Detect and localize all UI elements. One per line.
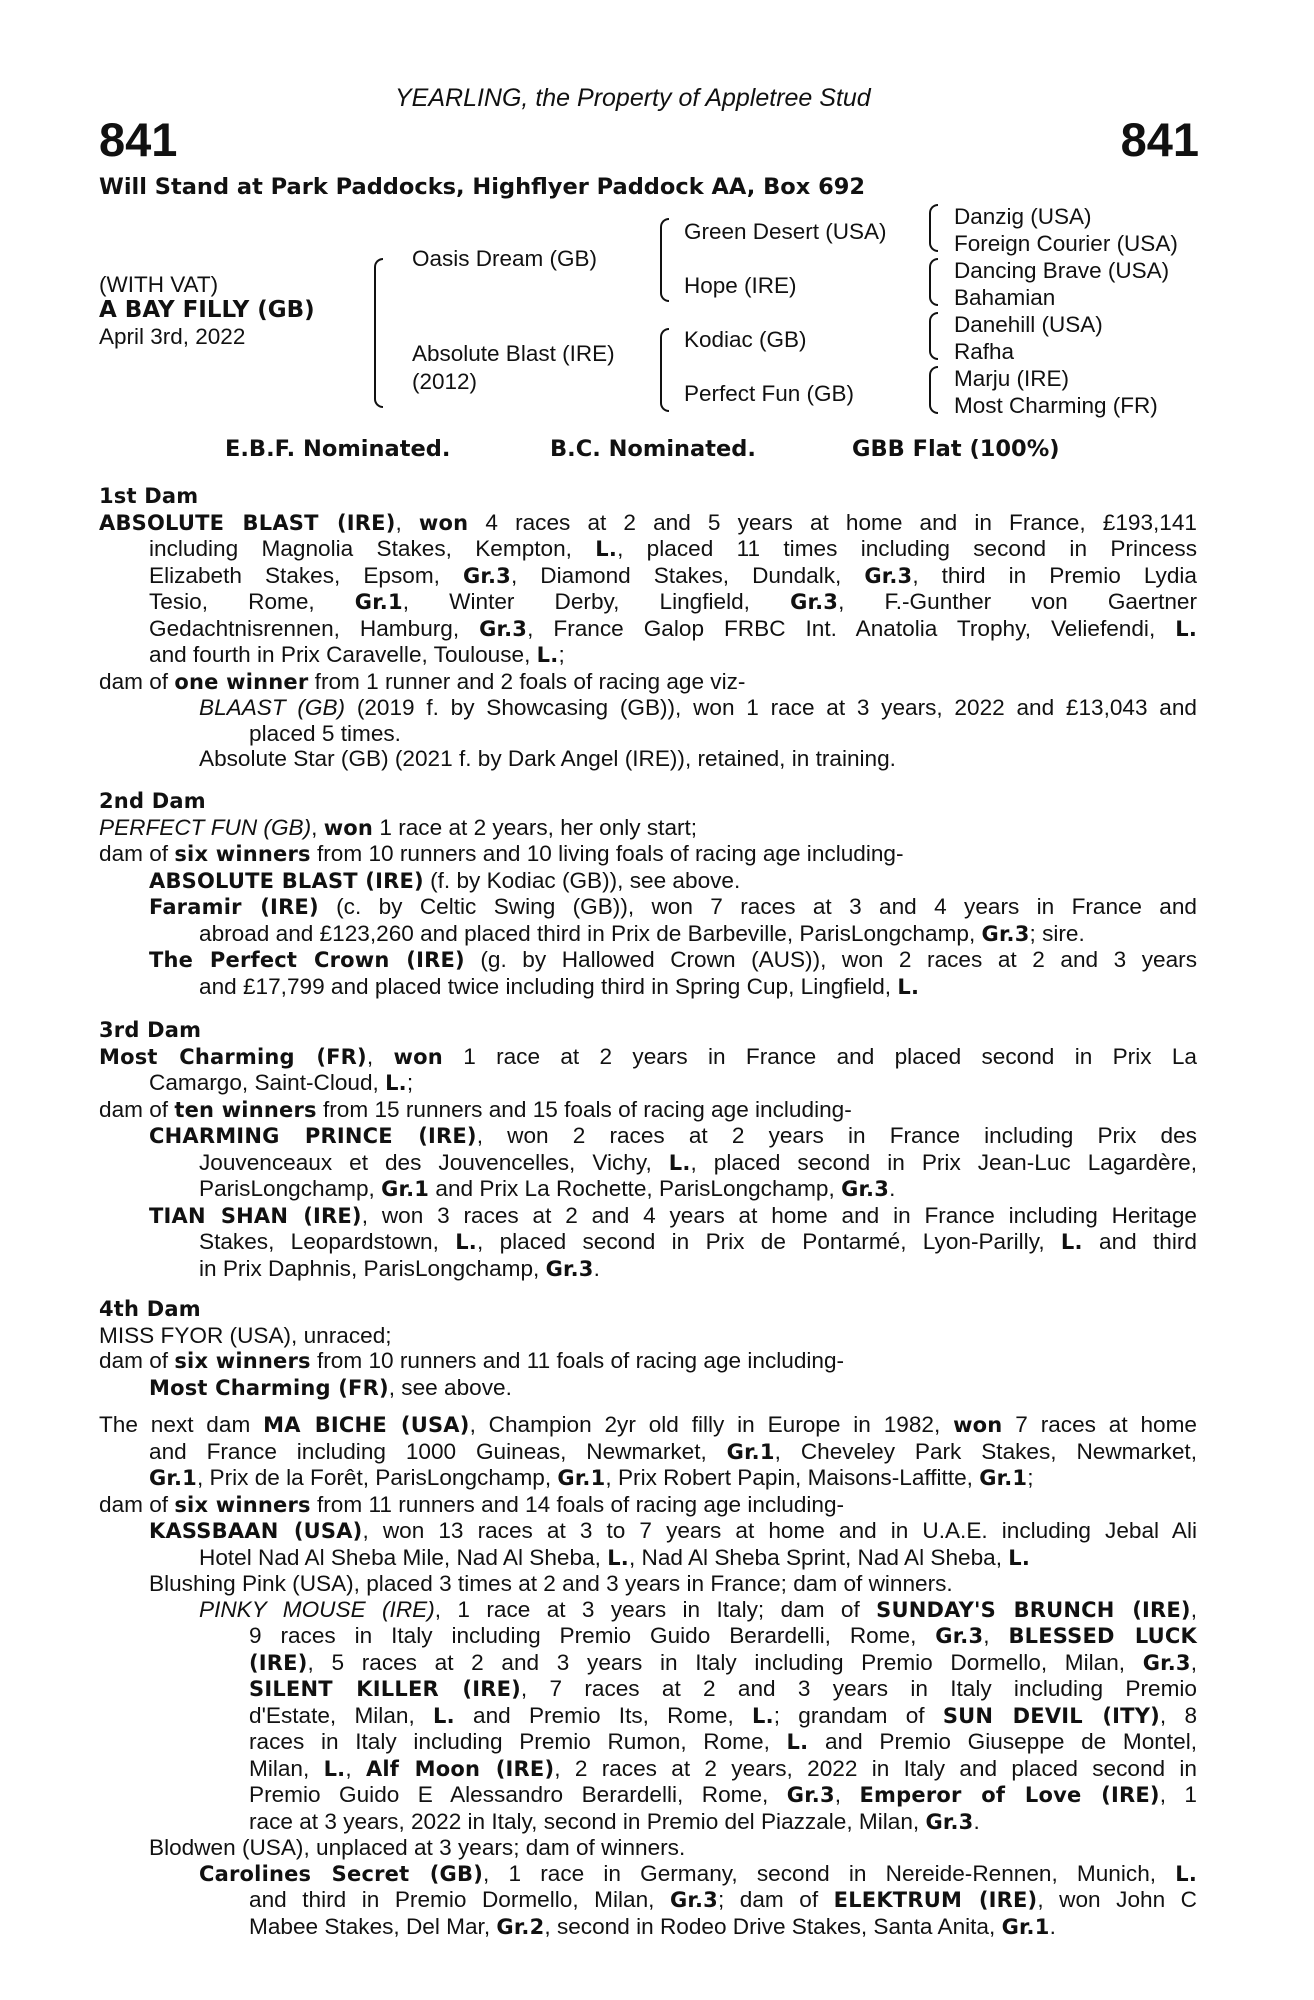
text-line: TIAN SHAN (IRE), won 3 races at 2 and 4 years at home and in France including Heritage — [149, 1202, 1198, 1228]
text-line: dam of six winners from 10 runners and 10 living foals of racing age including- — [99, 841, 904, 866]
text-line: and fourth in Prix Caravelle, Toulouse, L.; — [149, 642, 565, 667]
first-dam-heading: 1st Dam — [99, 484, 199, 508]
horse-name: A BAY FILLY (GB) — [99, 297, 315, 323]
text-line: and third in Premio Dormello, Milan, Gr.3; dam of ELEKTRUM (IRE), won John C — [249, 1887, 1197, 1912]
gbb-flat-rating: GBB Flat (100%) — [852, 436, 1060, 462]
text-line: CHARMING PRINCE (IRE), won 2 races at 2 years in France including Prix des — [149, 1123, 1197, 1148]
text-line: in Prix Daphnis, ParisLongchamp, Gr.3. — [199, 1255, 600, 1281]
bc-nomination: B.C. Nominated. — [550, 436, 756, 462]
text-line: dam of six winners from 10 runners and 11 foals of racing age including- — [99, 1348, 845, 1373]
text-line: Stakes, Leopardstown, L., placed second in Prix de Pontarmé, Lyon-Parilly, L. and third — [199, 1229, 1197, 1254]
text-line: placed 5 times. — [249, 720, 401, 746]
text-line: BLAAST (GB) (2019 f. by Showcasing (GB)), won 1 race at 3 years, 2022 and £13,043 and — [199, 695, 1197, 720]
pedigree-bracket-dam — [660, 328, 669, 412]
text-line: Camargo, Saint-Cloud, L.; — [149, 1070, 414, 1095]
text-line: ABSOLUTE BLAST (IRE), won 4 races at 2 and 5 years at home and in France, £193,141 — [99, 509, 1197, 535]
text-line: Premio Guido E Alessandro Berardelli, Rome, Gr.3, Emperor of Love (IRE), 1 — [249, 1782, 1197, 1807]
text-line: and £17,799 and placed twice including third in Spring Cup, Lingfield, L. — [199, 973, 920, 999]
text-line: The Perfect Crown (IRE) (g. by Hallowed Crown (AUS)), won 2 races at 2 and 3 years — [149, 947, 1198, 972]
pedigree-bracket-main — [374, 258, 383, 408]
text-line: Carolines Secret (GB), 1 race in Germany, second in Nereide-Rennen, Munich, L. — [199, 1860, 1197, 1886]
text-line: Hotel Nad Al Sheba Mile, Nad Al Sheba, L., Nad Al Sheba Sprint, Nad Al Sheba, L. — [199, 1544, 1031, 1570]
text-line: dam of six winners from 11 runners and 14 foals of racing age including- — [99, 1491, 845, 1517]
text-line: d'Estate, Milan, L. and Premio Its, Rome, L.; grandam of SUN DEVIL (ITY), 8 — [249, 1702, 1198, 1728]
pedigree-bracket-sd — [929, 258, 938, 306]
pedigree-bracket-sire — [660, 218, 669, 302]
pedigree-sire-dam: Hope (IRE) — [684, 273, 797, 298]
text-line: Faramir (IRE) (c. by Celtic Swing (GB)), won 7 races at 3 and 4 years in France and — [149, 894, 1197, 919]
pedigree-bracket-dd — [929, 366, 938, 414]
pedigree-dam-dam: Perfect Fun (GB) — [684, 381, 855, 406]
pedigree-dds: Marju (IRE) — [954, 366, 1070, 391]
pedigree-bracket-ss — [929, 204, 938, 252]
text-line: ParisLongchamp, Gr.1 and Prix La Rochette, ParisLongchamp, Gr.3. — [199, 1176, 896, 1201]
text-line: Most Charming (FR), won 1 race at 2 years in France and placed second in Prix La — [99, 1043, 1197, 1069]
text-line: dam of ten winners from 15 runners and 15 foals of racing age including- — [99, 1096, 852, 1122]
text-line: Gedachtnisrennen, Hamburg, Gr.3, France Galop FRBC Int. Anatolia Trophy, Veliefendi, L. — [149, 615, 1197, 641]
pedigree-dss: Danehill (USA) — [954, 312, 1103, 337]
text-line: KASSBAAN (USA), won 13 races at 3 to 7 years at home and in U.A.E. including Jebal Ali — [149, 1518, 1197, 1543]
text-line: Gr.1, Prix de la Forêt, ParisLongchamp, Gr.1, Prix Robert Papin, Maisons-Laffitte, Gr.1; — [149, 1465, 1034, 1490]
text-line: MISS FYOR (USA), unraced; — [99, 1322, 392, 1348]
pedigree-ssd: Foreign Courier (USA) — [954, 231, 1178, 256]
pedigree-dam-year: (2012) — [412, 369, 478, 394]
ebf-nomination: E.B.F. Nominated. — [225, 436, 451, 462]
text-line: race at 3 years, 2022 in Italy, second in Premio del Piazzale, Milan, Gr.3. — [249, 1808, 980, 1834]
text-line: Blushing Pink (USA), placed 3 times at 2 and 3 years in France; dam of winners. — [149, 1571, 953, 1596]
lot-number-right: 841 — [1120, 113, 1199, 166]
vat-label: (WITH VAT) — [99, 272, 219, 297]
pedigree-sss: Danzig (USA) — [954, 204, 1092, 229]
text-line: 9 races in Italy including Premio Guido Berardelli, Rome, Gr.3, BLESSED LUCK — [249, 1623, 1197, 1648]
text-line: dam of one winner from 1 runner and 2 foals of racing age viz- — [99, 668, 746, 694]
text-line: Blodwen (USA), unplaced at 3 years; dam of winners. — [149, 1835, 686, 1860]
text-line: Mabee Stakes, Del Mar, Gr.2, second in Rodeo Drive Stakes, Santa Anita, Gr.1. — [249, 1913, 1056, 1939]
stabling-location: Will Stand at Park Paddocks, Highflyer Paddock AA, Box 692 — [99, 174, 866, 200]
text-line: Milan, L., Alf Moon (IRE), 2 races at 2 years, 2022 in Italy and placed second in — [249, 1755, 1197, 1781]
text-line: (IRE), 5 races at 2 and 3 years in Italy including Premio Dormello, Milan, Gr.3, — [249, 1649, 1197, 1675]
text-line: Absolute Star (GB) (2021 f. by Dark Angel (IRE)), retained, in training. — [199, 746, 896, 771]
pedigree-dam: Absolute Blast (IRE) — [412, 341, 615, 366]
fourth-dam-heading: 4th Dam — [99, 1297, 201, 1321]
text-line: PINKY MOUSE (IRE), 1 race at 3 years in Italy; dam of SUNDAY'S BRUNCH (IRE), — [199, 1596, 1197, 1622]
text-line: Elizabeth Stakes, Epsom, Gr.3, Diamond Stakes, Dundalk, Gr.3, third in Premio Lydia — [149, 562, 1197, 588]
next-dam-section — [99, 1412, 1197, 1940]
text-line: races in Italy including Premio Rumon, Rome, L. and Premio Giuseppe de Montel, — [249, 1729, 1197, 1754]
first-dam-section — [99, 484, 1197, 772]
horse-dob: April 3rd, 2022 — [99, 324, 246, 349]
lot-number-left: 841 — [99, 113, 178, 166]
pedigree-sire-sire: Green Desert (USA) — [684, 219, 887, 244]
pedigree-sds: Dancing Brave (USA) — [954, 258, 1170, 283]
pedigree-sdd: Bahamian — [954, 285, 1056, 310]
text-line: and France including 1000 Guineas, Newmarket, Gr.1, Cheveley Park Stakes, Newmarket, — [149, 1438, 1197, 1464]
text-line: ABSOLUTE BLAST (IRE) (f. by Kodiac (GB)), see above. — [149, 867, 741, 893]
second-dam-heading: 2nd Dam — [99, 789, 206, 813]
text-line: The next dam MA BICHE (USA), Champion 2yr old filly in Europe in 1982, won 7 races at home — [99, 1412, 1197, 1437]
pedigree-ddd: Most Charming (FR) — [954, 393, 1158, 418]
pedigree-dsd: Rafha — [954, 339, 1015, 364]
text-line: Tesio, Rome, Gr.1, Winter Derby, Lingfield, Gr.3, F.-Gunther von Gaertner — [149, 589, 1197, 614]
fourth-dam-section — [99, 1297, 1197, 1401]
text-line: abroad and £123,260 and placed third in Prix de Barbeville, ParisLongchamp, Gr.3; sire. — [199, 920, 1085, 946]
text-line: PERFECT FUN (GB), won 1 race at 2 years, her only start; — [99, 814, 698, 840]
page-title: YEARLING, the Property of Appletree Stud — [395, 84, 871, 112]
text-line: SILENT KILLER (IRE), 7 races at 2 and 3 years in Italy including Premio — [249, 1676, 1197, 1701]
pedigree-dam-sire: Kodiac (GB) — [684, 327, 807, 352]
text-line: Jouvenceaux et des Jouvencelles, Vichy, L., placed second in Prix Jean-Luc Lagardère, — [199, 1149, 1197, 1175]
pedigree-sire: Oasis Dream (GB) — [412, 246, 598, 271]
third-dam-section — [99, 1018, 1197, 1282]
text-line: including Magnolia Stakes, Kempton, L., placed 11 times including second in Princess — [149, 536, 1197, 561]
pedigree-bracket-ds — [929, 312, 938, 360]
text-line: Most Charming (FR), see above. — [149, 1374, 512, 1400]
third-dam-heading: 3rd Dam — [99, 1018, 202, 1042]
second-dam-section — [99, 789, 1197, 1000]
